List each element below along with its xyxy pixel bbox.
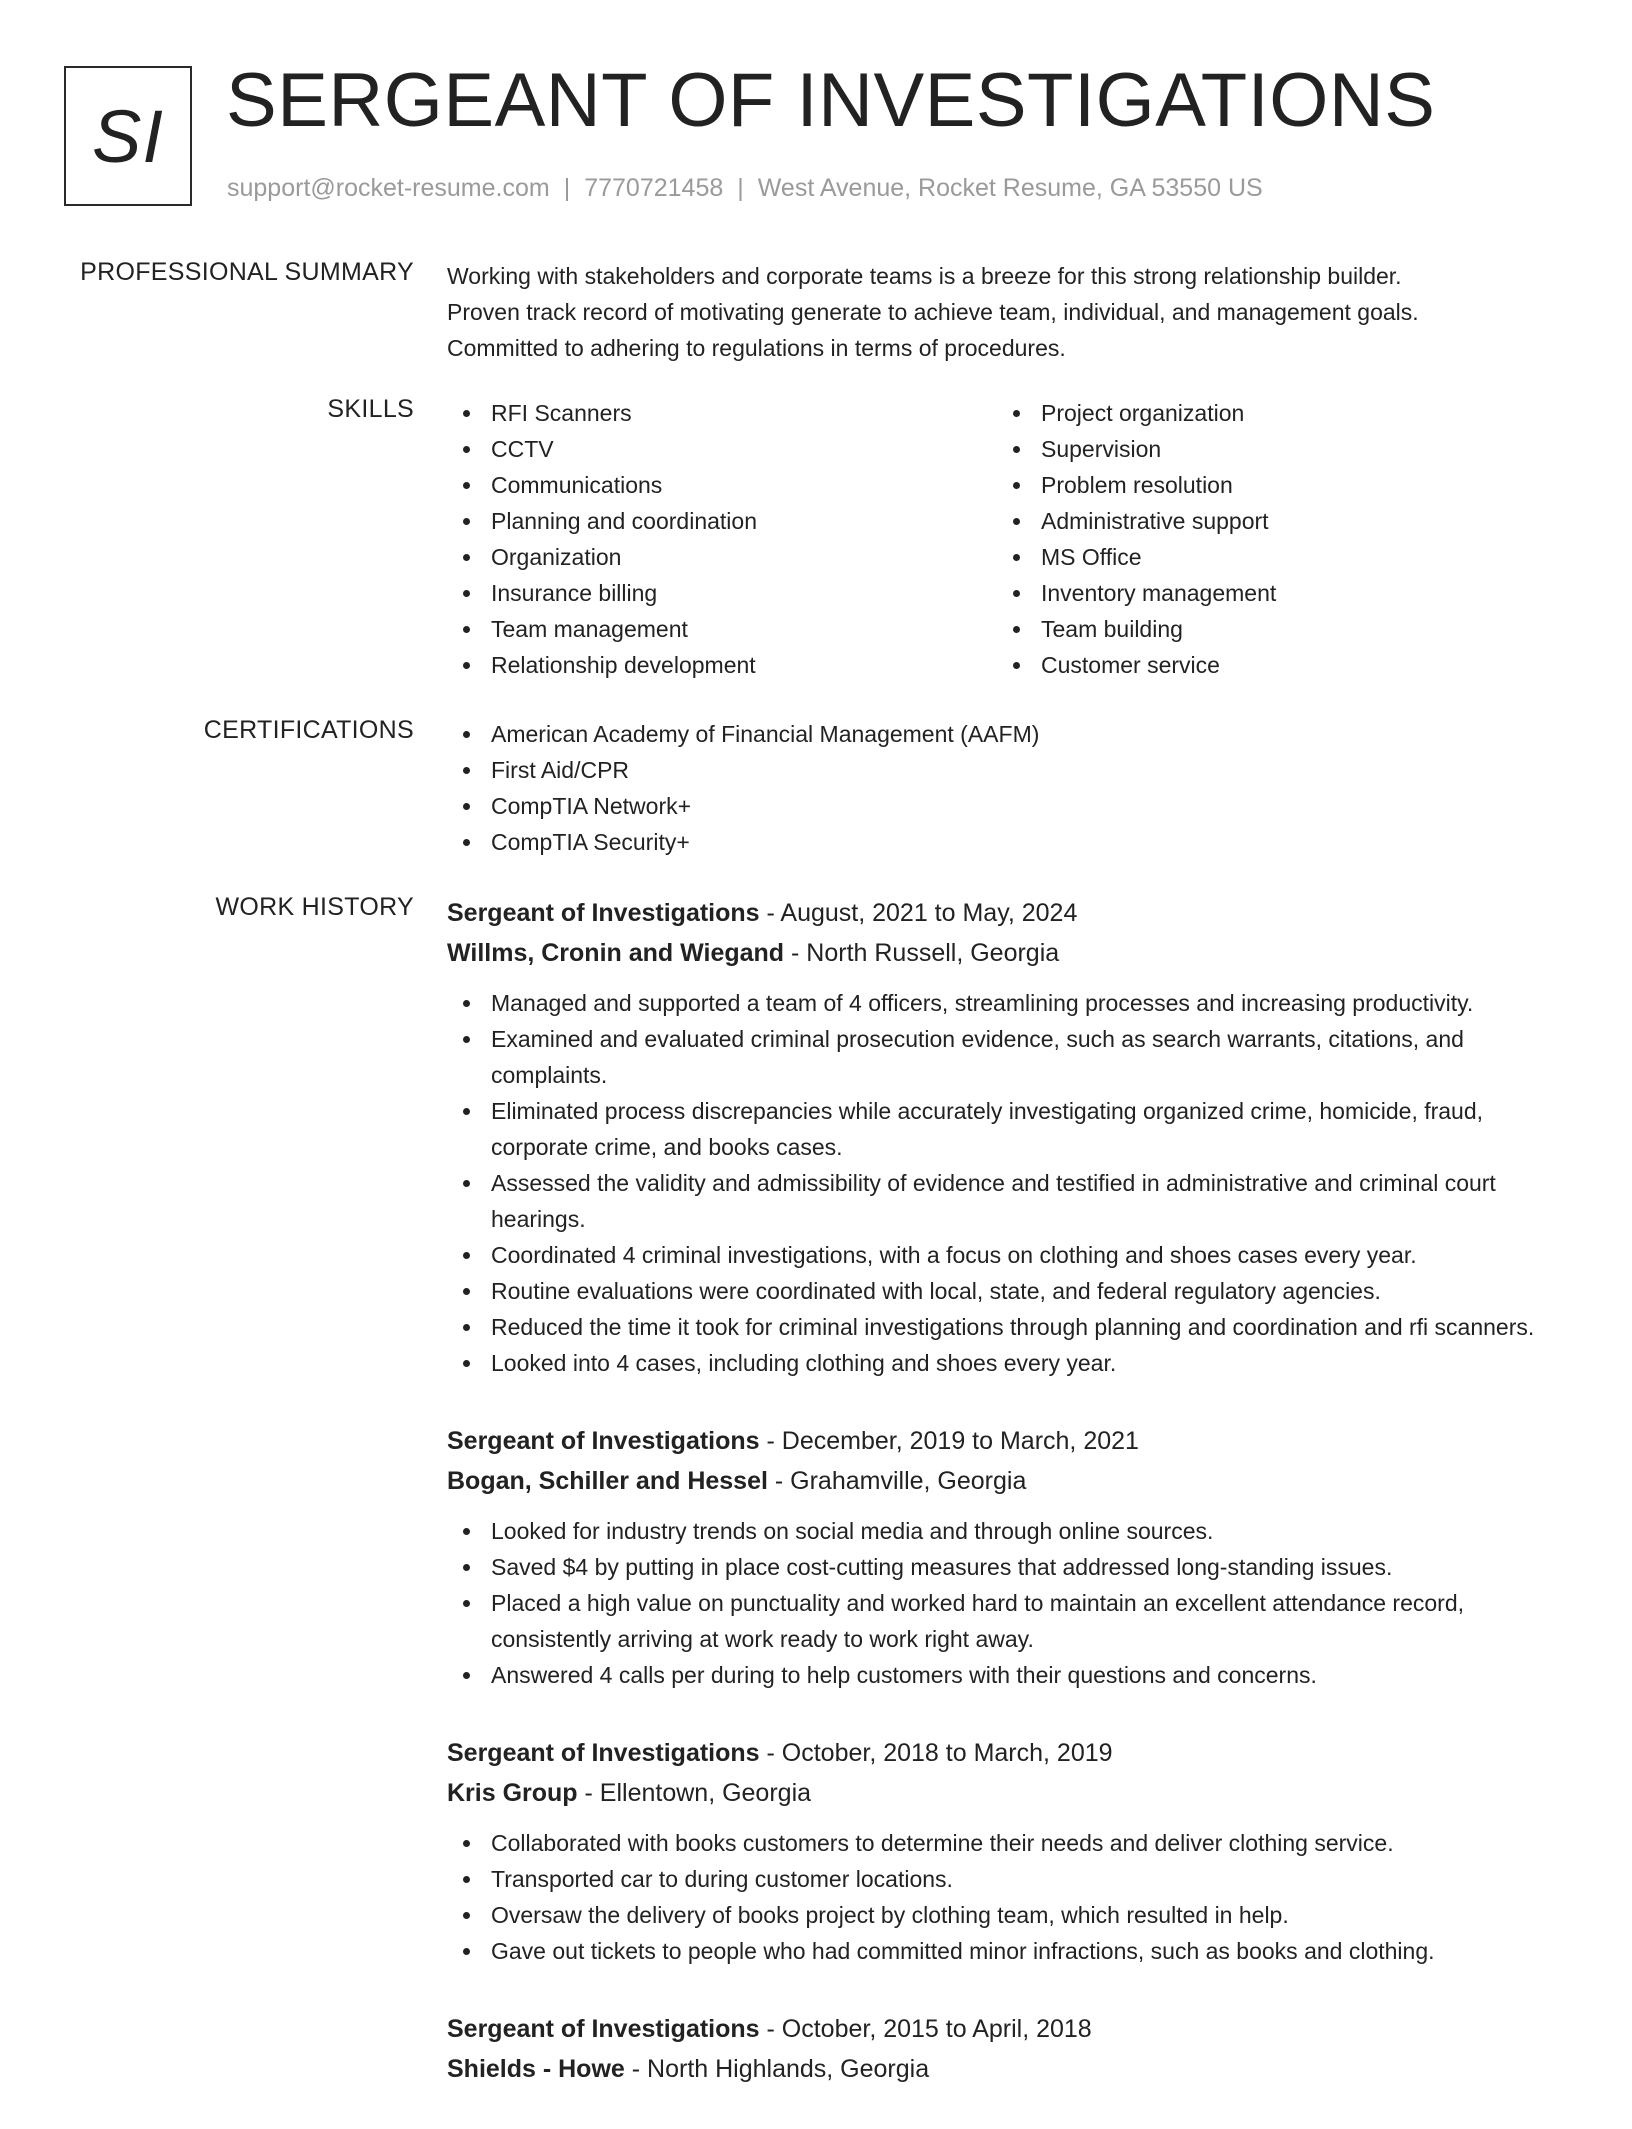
job-company-line xyxy=(447,2049,1572,2089)
page-title: SERGEANT OF INVESTIGATIONS xyxy=(226,58,1436,143)
job-bullets xyxy=(447,1825,1572,1969)
section-label-certifications: CERTIFICATIONS xyxy=(203,716,414,744)
job-title-line xyxy=(447,2009,1572,2049)
list-item: CompTIA Network+ xyxy=(447,788,1572,824)
skills-list-left xyxy=(447,395,997,683)
job-bullet: Assessed the validity and admissibility of evidence and testified in administrative and criminal court hearings. xyxy=(447,1165,1572,1237)
contact-address: West Avenue, Rocket Resume, GA 53550 US xyxy=(757,174,1263,202)
job-entry xyxy=(447,1421,1572,1693)
job-company-line xyxy=(447,1461,1572,1501)
job-bullet: Oversaw the delivery of books project by clothing team, which resulted in help. xyxy=(447,1897,1572,1933)
job-title-line xyxy=(447,893,1572,933)
job-company: Bogan, Schiller and Hessel xyxy=(447,1467,768,1495)
job-entry xyxy=(447,893,1572,1381)
certifications-list xyxy=(447,716,1572,860)
job-bullets xyxy=(447,1513,1572,1693)
job-title-line xyxy=(447,1733,1572,1773)
job-dates: - December, 2019 to March, 2021 xyxy=(759,1427,1139,1455)
list-item: First Aid/CPR xyxy=(447,752,1572,788)
list-item: CompTIA Security+ xyxy=(447,824,1572,860)
contact-email: support@rocket-resume.com xyxy=(227,174,550,202)
job-title: Sergeant of Investigations xyxy=(447,1427,760,1455)
job-bullet: Looked into 4 cases, including clothing and shoes every year. xyxy=(447,1345,1572,1381)
list-item: Team building xyxy=(997,611,1547,647)
list-item: Planning and coordination xyxy=(447,503,997,539)
work-history-body xyxy=(447,893,1572,2129)
summary-line: Working with stakeholders and corporate teams is a breeze for this strong relationship builder. xyxy=(447,263,1402,289)
list-item: Team management xyxy=(447,611,997,647)
section-label-summary: PROFESSIONAL SUMMARY xyxy=(80,258,414,286)
job-dates: - October, 2018 to March, 2019 xyxy=(759,1739,1113,1767)
list-item: Supervision xyxy=(997,431,1547,467)
list-item: American Academy of Financial Management (AAFM) xyxy=(447,716,1572,752)
job-company: Willms, Cronin and Wiegand xyxy=(447,939,785,967)
job-bullet: Placed a high value on punctuality and worked hard to maintain an excellent attendance record, consistently arriving at work ready to work right away. xyxy=(447,1585,1572,1657)
list-item: Project organization xyxy=(997,395,1547,431)
job-company: Kris Group xyxy=(447,1779,578,1807)
job-bullet: Looked for industry trends on social media and through online sources. xyxy=(447,1513,1572,1549)
job-bullet: Routine evaluations were coordinated with local, state, and federal regulatory agencies. xyxy=(447,1273,1572,1309)
list-item: Problem resolution xyxy=(997,467,1547,503)
separator: | xyxy=(737,174,744,202)
job-title-line xyxy=(447,1421,1572,1461)
job-bullet: Collaborated with books customers to determine their needs and deliver clothing service. xyxy=(447,1825,1572,1861)
job-entry xyxy=(447,1733,1572,1969)
list-item: Communications xyxy=(447,467,997,503)
job-bullet: Saved $4 by putting in place cost-cutting measures that addressed long-standing issues. xyxy=(447,1549,1572,1585)
list-item: Administrative support xyxy=(997,503,1547,539)
list-item: Relationship development xyxy=(447,647,997,683)
job-bullet: Managed and supported a team of 4 officers, streamlining processes and increasing productivity. xyxy=(447,985,1572,1021)
list-item: RFI Scanners xyxy=(447,395,997,431)
job-entry xyxy=(447,2009,1572,2089)
job-dates: - August, 2021 to May, 2024 xyxy=(759,899,1078,927)
skills-body xyxy=(447,395,1572,683)
job-dates: - October, 2015 to April, 2018 xyxy=(759,2015,1092,2043)
summary-body xyxy=(447,258,1572,366)
job-title: Sergeant of Investigations xyxy=(447,899,760,927)
job-location: - North Highlands, Georgia xyxy=(624,2055,930,2083)
job-location: - North Russell, Georgia xyxy=(784,939,1060,967)
job-bullet: Reduced the time it took for criminal investigations through planning and coordination and rfi scanners. xyxy=(447,1309,1572,1345)
monogram xyxy=(64,66,192,206)
job-bullet: Transported car to during customer locations. xyxy=(447,1861,1572,1897)
skills-list-right xyxy=(997,395,1547,683)
certifications-body xyxy=(447,716,1572,860)
initials: SI xyxy=(92,94,164,178)
list-item: Inventory management xyxy=(997,575,1547,611)
job-bullet: Examined and evaluated criminal prosecution evidence, such as search warrants, citations, and complaints. xyxy=(447,1021,1572,1093)
section-label-skills: SKILLS xyxy=(327,395,414,423)
list-item: MS Office xyxy=(997,539,1547,575)
summary-line: Committed to adhering to regulations in terms of procedures. xyxy=(447,335,1066,361)
job-title: Sergeant of Investigations xyxy=(447,1739,760,1767)
contact-line xyxy=(227,174,1263,203)
job-bullets xyxy=(447,985,1572,1381)
list-item: Customer service xyxy=(997,647,1547,683)
job-company-line xyxy=(447,933,1572,973)
contact-phone: 7770721458 xyxy=(584,174,724,202)
job-bullet: Eliminated process discrepancies while accurately investigating organized crime, homicide, fraud, corporate crime, and books cases. xyxy=(447,1093,1572,1165)
job-bullet: Answered 4 calls per during to help customers with their questions and concerns. xyxy=(447,1657,1572,1693)
job-company-line xyxy=(447,1773,1572,1813)
list-item: Organization xyxy=(447,539,997,575)
summary-line: Proven track record of motivating generate to achieve team, individual, and management goals. xyxy=(447,299,1419,325)
separator: | xyxy=(563,174,571,202)
section-label-work-history: WORK HISTORY xyxy=(215,893,414,921)
job-title: Sergeant of Investigations xyxy=(447,2015,760,2043)
job-company: Shields - Howe xyxy=(447,2055,625,2083)
job-location: - Grahamville, Georgia xyxy=(767,1467,1027,1495)
job-location: - Ellentown, Georgia xyxy=(577,1779,812,1807)
job-bullet: Gave out tickets to people who had committed minor infractions, such as books and clothing. xyxy=(447,1933,1572,1969)
job-bullet: Coordinated 4 criminal investigations, with a focus on clothing and shoes cases every year. xyxy=(447,1237,1572,1273)
list-item: Insurance billing xyxy=(447,575,997,611)
list-item: CCTV xyxy=(447,431,997,467)
